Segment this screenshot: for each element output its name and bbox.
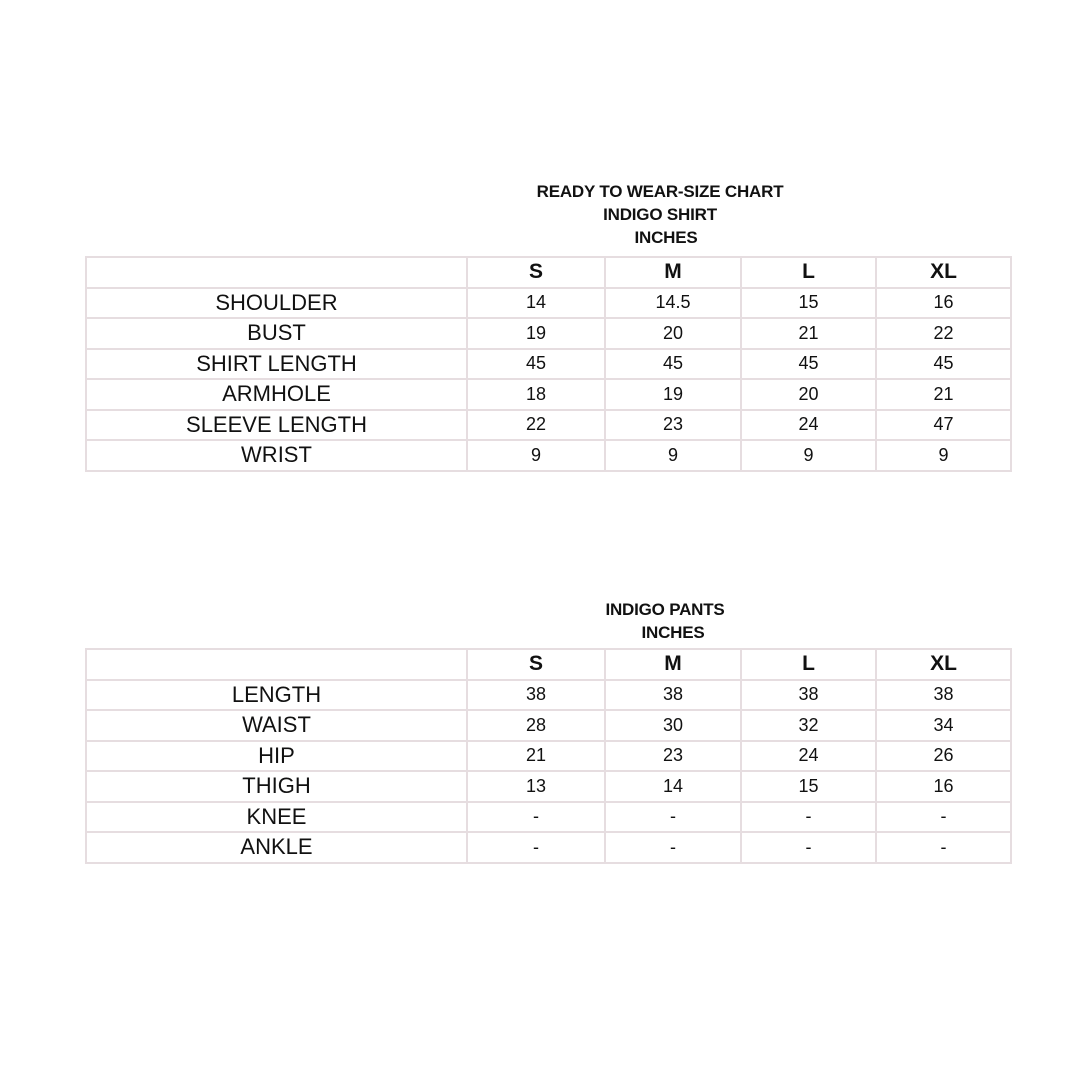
measurement-value: 23 bbox=[605, 741, 741, 772]
measurement-value: 24 bbox=[741, 410, 876, 441]
table-row bbox=[86, 349, 1011, 380]
measurement-value: 34 bbox=[876, 710, 1011, 741]
table-header-row bbox=[86, 649, 1011, 680]
measurement-value: 45 bbox=[876, 349, 1011, 380]
table-row bbox=[86, 318, 1011, 349]
measurement-label: LENGTH bbox=[86, 680, 467, 711]
measurement-value: 15 bbox=[741, 771, 876, 802]
pants-title-line: INCHES bbox=[641, 623, 705, 642]
measurement-value: 24 bbox=[741, 741, 876, 772]
measurement-label: THIGH bbox=[86, 771, 467, 802]
measurement-value: 21 bbox=[741, 318, 876, 349]
measurement-label: BUST bbox=[86, 318, 467, 349]
measurement-value: 14 bbox=[467, 288, 605, 319]
size-header: S bbox=[467, 257, 605, 288]
table-row bbox=[86, 771, 1011, 802]
measurement-value: 19 bbox=[467, 318, 605, 349]
measurement-value: 45 bbox=[605, 349, 741, 380]
measurement-value: 23 bbox=[605, 410, 741, 441]
table-row bbox=[86, 440, 1011, 471]
measurement-value: 15 bbox=[741, 288, 876, 319]
table-row bbox=[86, 741, 1011, 772]
measurement-value: 38 bbox=[467, 680, 605, 711]
measurement-value: 26 bbox=[876, 741, 1011, 772]
table-row bbox=[86, 802, 1011, 833]
measurement-value: 30 bbox=[605, 710, 741, 741]
measurement-value: - bbox=[467, 802, 605, 833]
table-header-row bbox=[86, 257, 1011, 288]
measurement-value: - bbox=[741, 832, 876, 863]
measurement-label: ANKLE bbox=[86, 832, 467, 863]
measurement-value: 9 bbox=[467, 440, 605, 471]
table-row bbox=[86, 288, 1011, 319]
measurement-value: 32 bbox=[741, 710, 876, 741]
size-header: M bbox=[605, 257, 741, 288]
measurement-value: 16 bbox=[876, 771, 1011, 802]
measurement-value: 9 bbox=[876, 440, 1011, 471]
measurement-label: SHIRT LENGTH bbox=[86, 349, 467, 380]
table-row bbox=[86, 410, 1011, 441]
measurement-value: 38 bbox=[605, 680, 741, 711]
shirt-chart-heading bbox=[520, 180, 800, 249]
shirt-title-line: INDIGO SHIRT bbox=[603, 205, 717, 224]
size-header: XL bbox=[876, 649, 1011, 680]
pants-chart-heading bbox=[565, 598, 765, 644]
measurement-value: 28 bbox=[467, 710, 605, 741]
measurement-value: 20 bbox=[605, 318, 741, 349]
measurement-value: 19 bbox=[605, 379, 741, 410]
empty-header-cell bbox=[86, 257, 467, 288]
measurement-value: 21 bbox=[467, 741, 605, 772]
measurement-value: 9 bbox=[741, 440, 876, 471]
measurement-value: 14 bbox=[605, 771, 741, 802]
measurement-label: KNEE bbox=[86, 802, 467, 833]
measurement-value: 38 bbox=[741, 680, 876, 711]
shirt-size-table bbox=[85, 256, 1012, 472]
size-header: M bbox=[605, 649, 741, 680]
size-header: L bbox=[741, 649, 876, 680]
measurement-value: 18 bbox=[467, 379, 605, 410]
measurement-value: 45 bbox=[467, 349, 605, 380]
measurement-value: 13 bbox=[467, 771, 605, 802]
measurement-label: HIP bbox=[86, 741, 467, 772]
measurement-value: - bbox=[605, 832, 741, 863]
measurement-label: SHOULDER bbox=[86, 288, 467, 319]
measurement-value: - bbox=[467, 832, 605, 863]
shirt-title-line: READY TO WEAR-SIZE CHART bbox=[536, 182, 784, 201]
measurement-value: 45 bbox=[741, 349, 876, 380]
pants-size-table bbox=[85, 648, 1012, 864]
measurement-value: - bbox=[876, 802, 1011, 833]
measurement-value: 22 bbox=[467, 410, 605, 441]
measurement-value: - bbox=[605, 802, 741, 833]
measurement-value: 20 bbox=[741, 379, 876, 410]
pants-title-line: INDIGO PANTS bbox=[605, 600, 725, 619]
measurement-label: SLEEVE LENGTH bbox=[86, 410, 467, 441]
size-header: XL bbox=[876, 257, 1011, 288]
measurement-value: 47 bbox=[876, 410, 1011, 441]
measurement-value: - bbox=[876, 832, 1011, 863]
measurement-label: WRIST bbox=[86, 440, 467, 471]
measurement-value: 14.5 bbox=[605, 288, 741, 319]
measurement-value: - bbox=[741, 802, 876, 833]
measurement-value: 9 bbox=[605, 440, 741, 471]
measurement-value: 16 bbox=[876, 288, 1011, 319]
measurement-value: 22 bbox=[876, 318, 1011, 349]
shirt-title-line: INCHES bbox=[634, 228, 698, 247]
measurement-label: WAIST bbox=[86, 710, 467, 741]
measurement-value: 38 bbox=[876, 680, 1011, 711]
table-row bbox=[86, 710, 1011, 741]
table-row bbox=[86, 832, 1011, 863]
size-header: S bbox=[467, 649, 605, 680]
measurement-label: ARMHOLE bbox=[86, 379, 467, 410]
measurement-value: 21 bbox=[876, 379, 1011, 410]
table-row bbox=[86, 680, 1011, 711]
size-header: L bbox=[741, 257, 876, 288]
empty-header-cell bbox=[86, 649, 467, 680]
table-row bbox=[86, 379, 1011, 410]
